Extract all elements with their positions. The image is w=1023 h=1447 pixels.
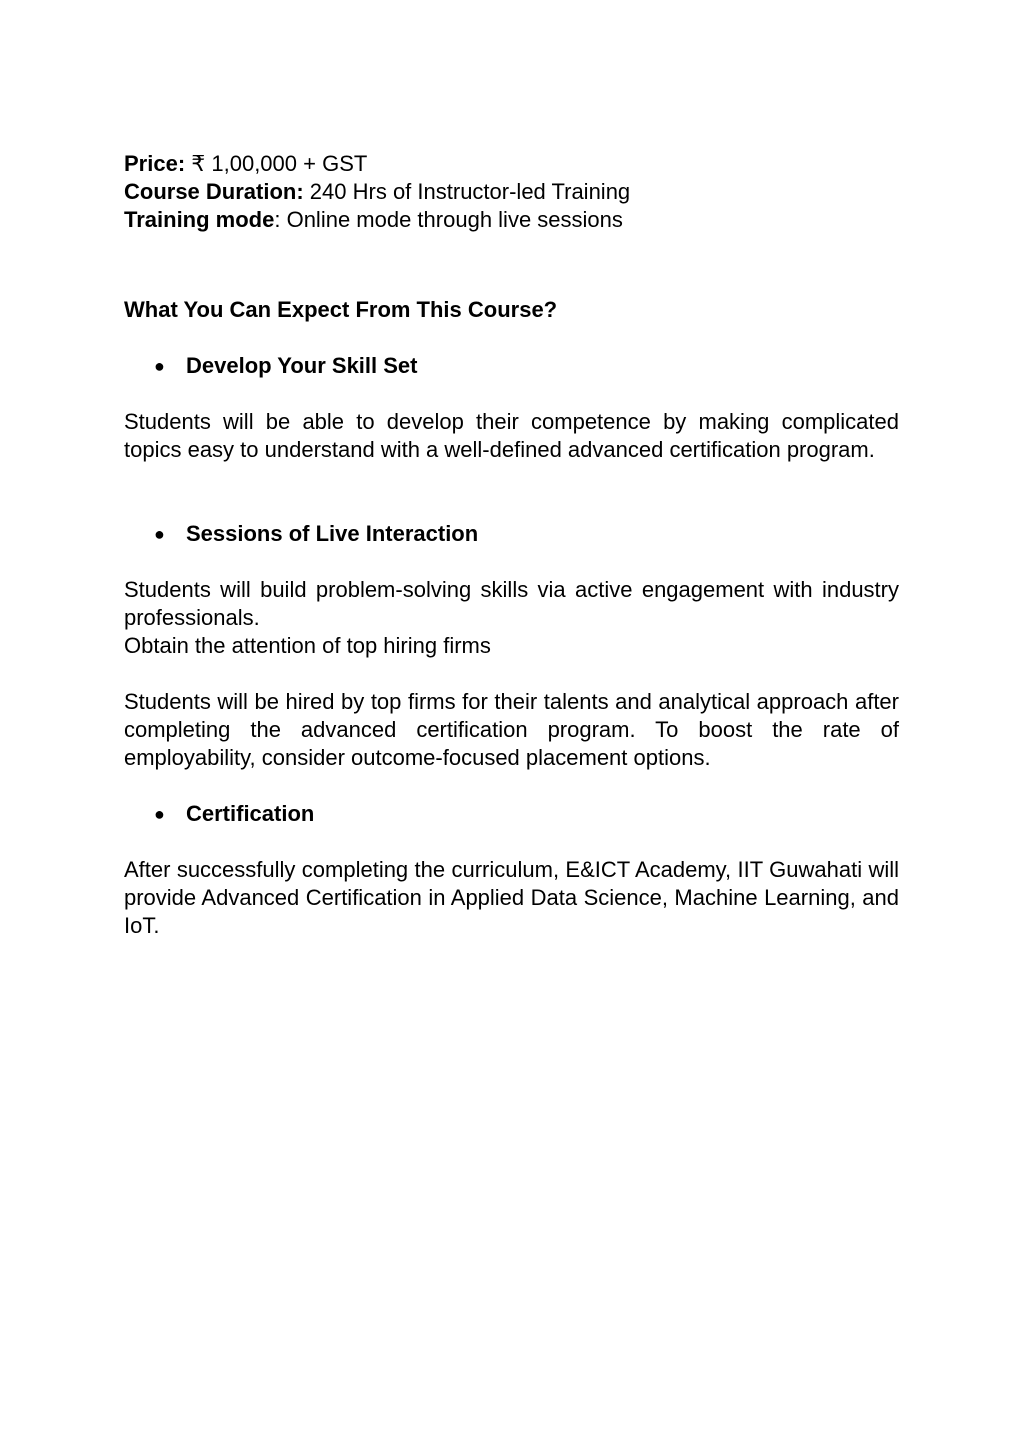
bullet-icon: ● <box>154 804 165 824</box>
training-mode-label: Training mode <box>124 207 275 232</box>
duration-label: Course Duration: <box>124 179 304 204</box>
bullet-title: Develop Your Skill Set <box>186 353 418 378</box>
training-mode-value: : Online mode through live sessions <box>274 207 623 232</box>
price-value: ₹ 1,00,000 + GST <box>185 151 368 176</box>
paragraph-hiring-details: Students will be hired by top firms for their talents and analytical approach after completing the advanced certification program. To boost the rate of employability, consider outcome-focused placement options. <box>124 689 899 770</box>
section-heading: What You Can Expect From This Course? <box>124 297 558 322</box>
bullet-heading-skill-set <box>124 352 899 380</box>
price-line <box>124 150 899 178</box>
bullet-icon: ● <box>154 356 165 376</box>
paragraph-hiring-firms: Obtain the attention of top hiring firms <box>124 633 491 658</box>
duration-line <box>124 178 899 206</box>
paragraph-live-interaction: Students will build problem-solving skills via active engagement with industry professionals. <box>124 577 899 630</box>
bullet-title: Sessions of Live Interaction <box>186 521 479 546</box>
price-label: Price: <box>124 151 186 176</box>
bullet-heading-live-interaction <box>124 520 899 548</box>
bullet-icon: ● <box>154 524 165 544</box>
document-page <box>124 150 899 940</box>
training-mode-line <box>124 206 899 234</box>
paragraph-skill-set: Students will be able to develop their competence by making complicated topics easy to understand with a well-defined advanced certification program. <box>124 409 899 462</box>
paragraph-certification: After successfully completing the curriculum, E&ICT Academy, IIT Guwahati will provide Advanced Certification in Applied Data Science, Machine Learning, and IoT. <box>124 857 899 938</box>
bullet-title: Certification <box>186 801 315 826</box>
duration-value: 240 Hrs of Instructor-led Training <box>303 179 631 204</box>
bullet-heading-certification <box>124 800 899 828</box>
